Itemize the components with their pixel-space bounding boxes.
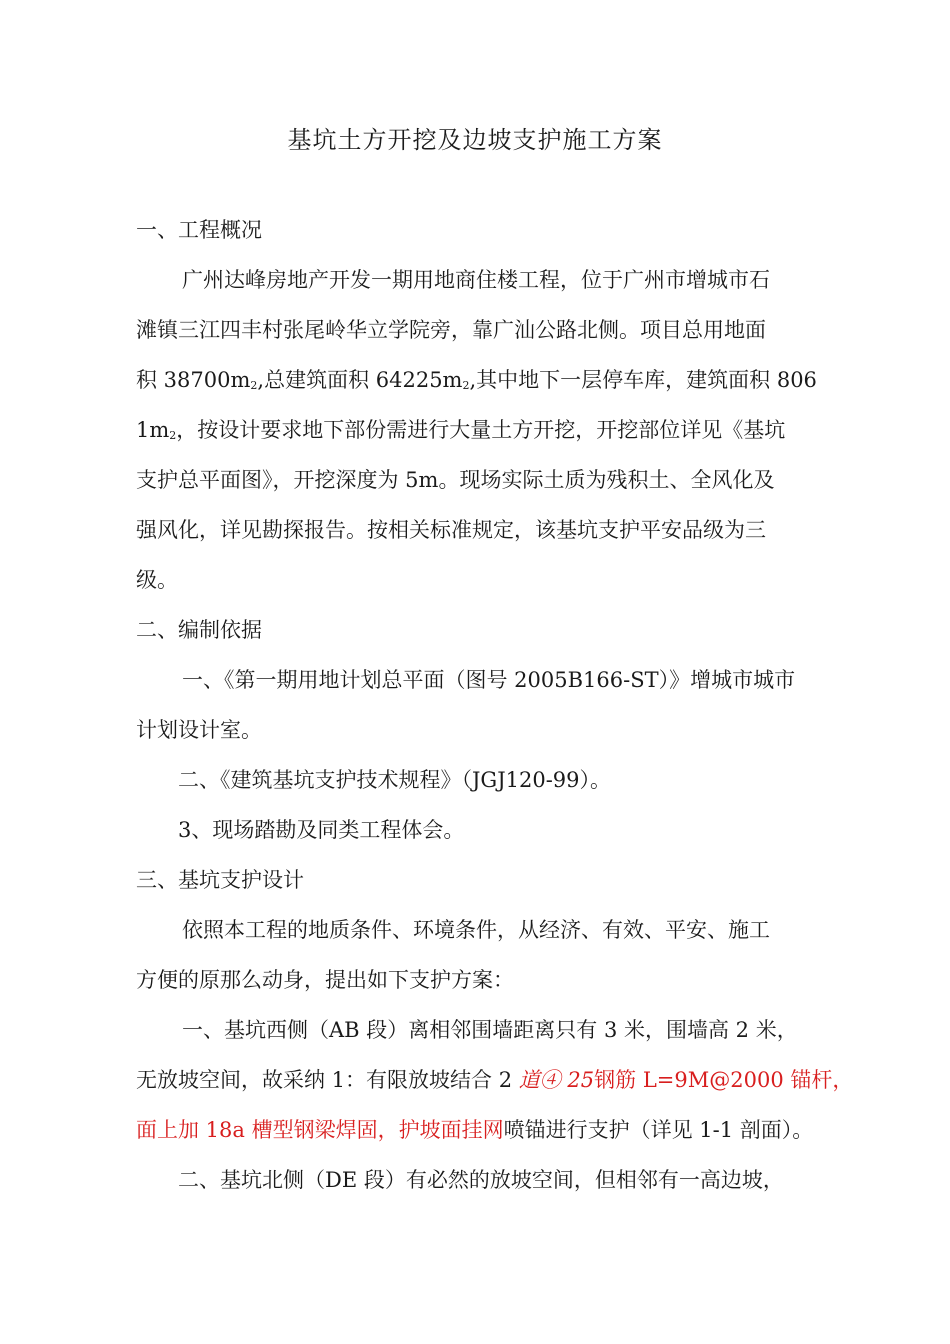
paragraph-line: 二、基坑北侧（DE 段）有必然的放坡空间，但相邻有一高边坡， <box>178 1168 784 1192</box>
list-item: 3、现场踏勘及同类工程体会。 <box>178 818 465 842</box>
text-run: 1m <box>136 418 170 442</box>
highlight-text: 道④ <box>518 1068 561 1092</box>
superscript-unit: 2 <box>169 429 177 442</box>
section-heading-design: 三、基坑支护设计 <box>136 868 304 892</box>
paragraph-line <box>136 1065 853 1095</box>
text-run: 无放坡空间，故采纳 1：有限放坡结合 2 <box>136 1068 519 1092</box>
list-item: 二、《建筑基坑支护技术规程》（JGJ120-99）。 <box>178 768 612 792</box>
text-run: 积 38700m <box>136 368 251 392</box>
list-item-continuation: 计划设计室。 <box>136 718 262 742</box>
paragraph-line: 支护总平面图》，开挖深度为 5m。现场实际土质为残积土、全风化及 <box>136 468 775 492</box>
text-run: ，按设计要求地下部份需进行大量土方开挖，开挖部位详见《基坑 <box>176 418 786 442</box>
paragraph-line <box>136 365 817 401</box>
paragraph-line: 滩镇三江四丰村张尾岭华立学院旁，靠广汕公路北侧。项目总用地面 <box>136 318 766 342</box>
list-item: 一、《第一期用地计划总平面（图号 2005B166-ST）》增城市城市 <box>182 668 796 692</box>
highlight-text: 面上加 18a 槽型钢梁焊固，护坡面挂网 <box>136 1118 504 1142</box>
superscript-unit: 2 <box>250 379 258 392</box>
highlight-text: 25 <box>560 1068 595 1092</box>
highlight-text: 钢筋 L=9M@2000 锚杆， <box>594 1068 854 1092</box>
section-heading-overview: 一、工程概况 <box>136 218 262 242</box>
paragraph-line <box>136 1115 813 1145</box>
paragraph-line: 依照本工程的地质条件、环境条件，从经济、有效、平安、施工 <box>182 918 770 942</box>
text-run: 喷锚进行支护（详见 1-1 剖面）。 <box>503 1118 814 1142</box>
paragraph-line: 一、基坑西侧（AB 段）离相邻围墙距离只有 3 米，围墙高 2 米， <box>182 1018 798 1042</box>
text-run: ,总建筑面积 64225m <box>257 368 463 392</box>
text-run: ,其中地下一层停车库，建筑面积 806 <box>469 368 817 392</box>
section-heading-basis: 二、编制依据 <box>136 618 262 642</box>
paragraph-line: 方便的原那么动身，提出如下支护方案： <box>136 968 514 992</box>
document-title: 基坑土方开挖及边坡支护施工方案 <box>287 126 663 154</box>
superscript-unit: 2 <box>462 379 470 392</box>
paragraph-line: 广州达峰房地产开发一期用地商住楼工程，位于广州市增城市石 <box>182 268 770 292</box>
paragraph-line: 级。 <box>136 568 178 592</box>
paragraph-line <box>136 415 785 451</box>
paragraph-line: 强风化，详见勘探报告。按相关标准规定，该基坑支护平安品级为三 <box>136 518 766 542</box>
